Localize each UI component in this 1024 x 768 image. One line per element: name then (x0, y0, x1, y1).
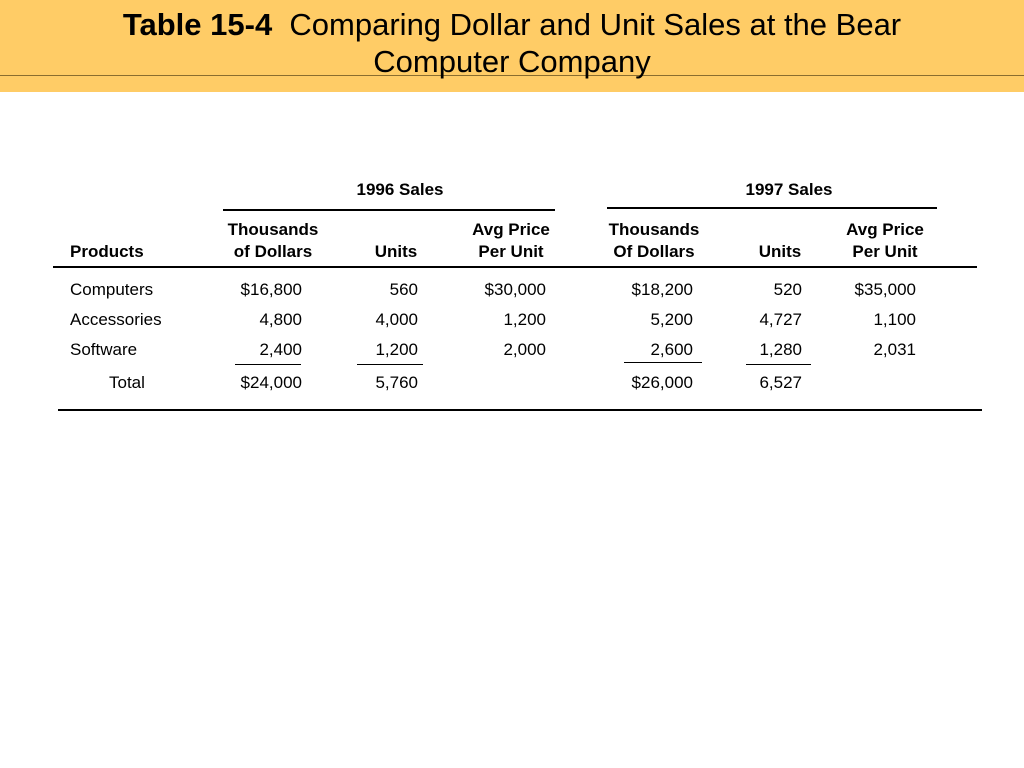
group-header-1996: 1996 Sales (356, 180, 444, 199)
total-dollars-1997: $26,000 (631, 373, 693, 392)
cell-dollars-1997: 5,200 (650, 310, 693, 329)
title-text-line2: Computer Company (373, 44, 651, 79)
cell-units-1997: 4,727 (759, 310, 802, 329)
cell-units-1996: 560 (389, 280, 418, 299)
cell-units-1996: 1,200 (375, 340, 418, 359)
col-header-dollars-1997-line2: Of Dollars (613, 242, 695, 261)
group-rule-1996 (223, 209, 555, 211)
subtotal-rule (624, 362, 702, 363)
cell-price-1996: $30,000 (484, 280, 546, 299)
col-header-dollars-1997-line1: Thousands (608, 220, 700, 239)
group-rule-1997 (607, 207, 937, 209)
col-header-price-1997-line1: Avg Price (846, 220, 924, 239)
col-header-units-1996: Units (374, 242, 418, 261)
row-product: Computers (70, 280, 154, 299)
title-text: Comparing Dollar and Unit Sales at the Bear (289, 7, 902, 42)
cell-price-1996: 2,000 (503, 340, 546, 359)
total-dollars-1996: $24,000 (240, 373, 302, 392)
cell-price-1997: 1,100 (873, 310, 916, 329)
cell-units-1997: 1,280 (759, 340, 802, 359)
total-units-1996: 5,760 (375, 373, 418, 392)
cell-price-1997: 2,031 (873, 340, 916, 359)
subtotal-rule (235, 364, 301, 365)
row-product: Software (70, 340, 138, 359)
header-rule (53, 266, 977, 268)
group-header-1997: 1997 Sales (745, 180, 833, 199)
cell-dollars-1997: $18,200 (631, 280, 693, 299)
col-header-dollars-1996-line2: of Dollars (233, 242, 313, 261)
cell-units-1996: 4,000 (375, 310, 418, 329)
col-header-price-1996-line2: Per Unit (478, 242, 544, 261)
cell-price-1997: $35,000 (854, 280, 916, 299)
col-header-price-1996-line1: Avg Price (472, 220, 550, 239)
table-number: Table 15-4 (122, 7, 273, 42)
cell-dollars-1996: $16,800 (240, 280, 302, 299)
col-header-dollars-1996-line1: Thousands (227, 220, 319, 239)
cell-dollars-1997: 2,600 (650, 340, 693, 359)
total-label: Total (109, 373, 145, 392)
row-product: Accessories (70, 310, 162, 329)
col-header-products: Products (70, 242, 144, 261)
cell-units-1997: 520 (773, 280, 802, 299)
col-header-price-1997-line2: Per Unit (852, 242, 918, 261)
col-header-units-1997: Units (758, 242, 802, 261)
total-units-1997: 6,527 (759, 373, 802, 392)
subtotal-rule (746, 364, 811, 365)
slide-title (0, 6, 1024, 80)
cell-dollars-1996: 2,400 (259, 340, 302, 359)
cell-price-1996: 1,200 (503, 310, 546, 329)
cell-dollars-1996: 4,800 (259, 310, 302, 329)
table-bottom-rule (58, 409, 982, 411)
subtotal-rule (357, 364, 423, 365)
